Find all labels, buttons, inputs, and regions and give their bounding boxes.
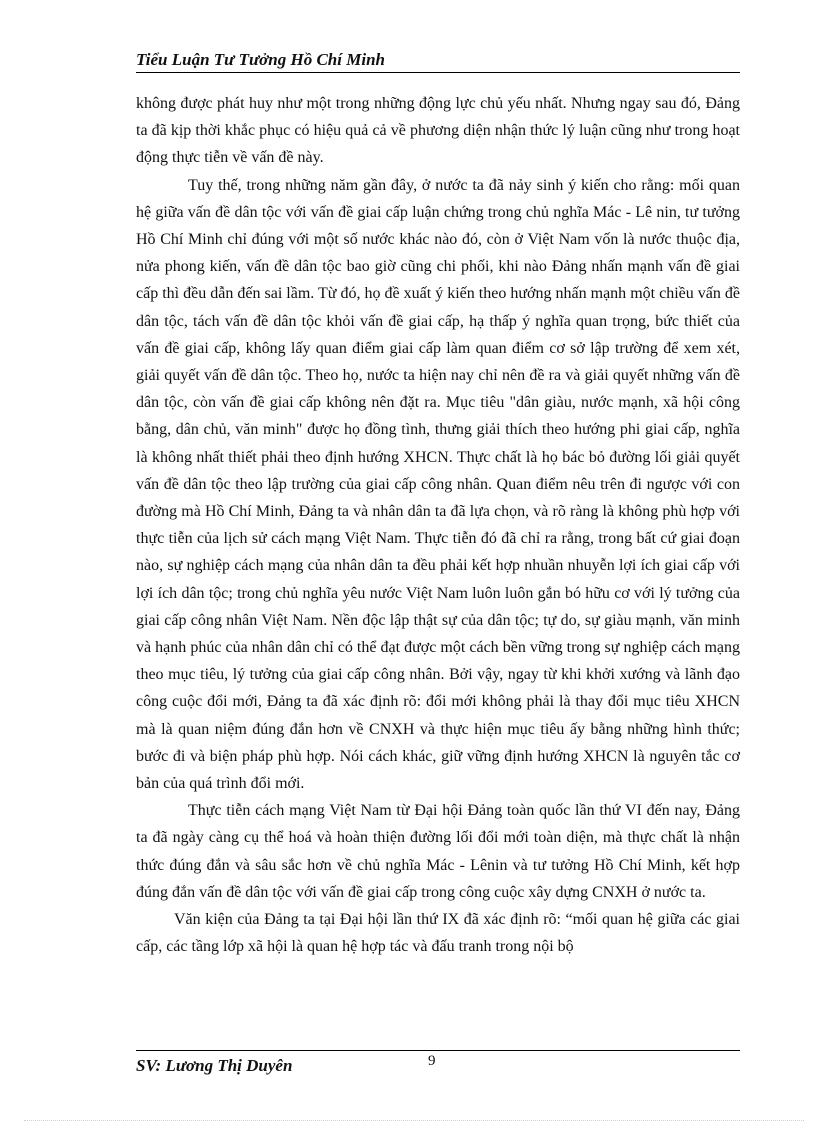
paragraph-1: không được phát huy như một trong những động lực chủ yếu nhất. Nhưng ngay sau đó, Đảng ta đã kịp thời khắc phục có hiệu quả cả về phương diện nhận thức lý luận cũng như trong hoạt động thực tiễn về vấn đề này. (136, 95, 740, 167)
paragraph-3: Thực tiễn cách mạng Việt Nam từ Đại hội Đảng toàn quốc lần thứ VI đến nay, Đảng ta đã ngày càng cụ thể hoá và hoàn thiện đường lối đổi mới toàn diện, mà thực chất là nhận thức đúng đắn và sâu sắc hơn về chủ nghĩa Mác - Lênin và tư tưởng Hồ Chí Minh, kết hợp đúng đắn vấn đề dân tộc với vấn đề giai cấp trong công cuộc xây dựng CNXH ở nước ta. (136, 802, 740, 901)
paragraph-4: Văn kiện của Đảng ta tại Đại hội lần thứ IX đã xác định rõ: “mối quan hệ giữa các giai cấp, các tầng lớp xã hội là quan hệ hợp tác và đấu tranh trong nội bộ (136, 911, 740, 956)
document-header-title: Tiểu Luận Tư Tưởng Hồ Chí Minh (136, 50, 385, 69)
footer-author: SV: Lương Thị Duyên (136, 1056, 293, 1075)
footer-divider (136, 1050, 740, 1051)
page-bottom-edge (24, 1120, 804, 1121)
paragraph-2: Tuy thế, trong những năm gần đây, ở nước ta đã nảy sinh ý kiến cho rằng: mối quan hệ giữa vấn đề dân tộc với vấn đề giai cấp luận chứng trong chủ nghĩa Mác - Lê nin, tư tưởng Hồ Chí Minh chỉ đúng với một số nước khác nào đó, còn ở Việt Nam vốn là nước thuộc địa, nửa phong kiến, vấn đề dân tộc bao giờ cũng chi phối, khi nào Đảng nhấn mạnh vấn đề giai cấp thì đều dẫn đến sai lầm. Từ đó, họ đề xuất ý kiến theo hướng nhấn mạnh một chiều vấn đề dân tộc, tách vấn đề dân tộc khỏi vấn đề giai cấp, hạ thấp ý nghĩa quan trọng, bức thiết của vấn đề giai cấp, không lấy quan điểm giai cấp làm quan điểm cơ sở lập trường để xem xét, giải quyết vấn đề dân tộc. Theo họ, nước ta hiện nay chỉ nên đề ra và giải quyết những vấn đề dân tộc, còn vấn đề giai cấp không nên đặt ra. Mục tiêu "dân giàu, nước mạnh, xã hội công bằng, dân chủ, văn minh" được họ đồng tình, thưng giải thích theo hướng phi giai cấp, nghĩa là không nhất thiết phải theo định hướng XHCN. Thực chất là họ bác bỏ đường lối giải quyết vấn đề dân tộc theo lập trường của giai cấp công nhân. Quan điểm nêu trên đi ngược với con đường mà Hồ Chí Minh, Đảng ta và nhân dân ta đã lựa chọn, và rõ ràng là không phù hợp với thực tiễn của lịch sử cách mạng Việt Nam. Thực tiễn đó đã chỉ ra rằng, trong bất cứ giai đoạn nào, sự nghiệp cách mạng của nhân dân ta đều phải kết hợp nhuần nhuyễn lợi ích giai cấp với lợi ích dân tộc; trong chủ nghĩa yêu nước Việt Nam luôn luôn gắn bó hữu cơ với lý tưởng của giai cấp công nhân Việt Nam. Nền độc lập thật sự của dân tộc; tự do, sự giàu mạnh, văn minh và hạnh phúc của nhân dân chỉ có thể đạt được một cách bền vững trong sự nghiệp cách mạng theo mục tiêu, lý tưởng của giai cấp công nhân. Bởi vậy, ngay từ khi khởi xướng và lãnh đạo công cuộc đổi mới, Đảng ta đã xác định rõ: đổi mới không phải là thay đổi mục tiêu XHCN mà là quan niệm đúng đắn hơn về CNXH và thực hiện mục tiêu ấy bằng những hình thức; bước đi và biện pháp phù hợp. Nói cách khác, giữ vững định hướng XHCN là nguyên tắc cơ bản của quá trình đổi mới. (136, 176, 740, 793)
page-number: 9 (428, 1053, 436, 1069)
header-divider (136, 72, 740, 73)
document-body (136, 90, 740, 961)
